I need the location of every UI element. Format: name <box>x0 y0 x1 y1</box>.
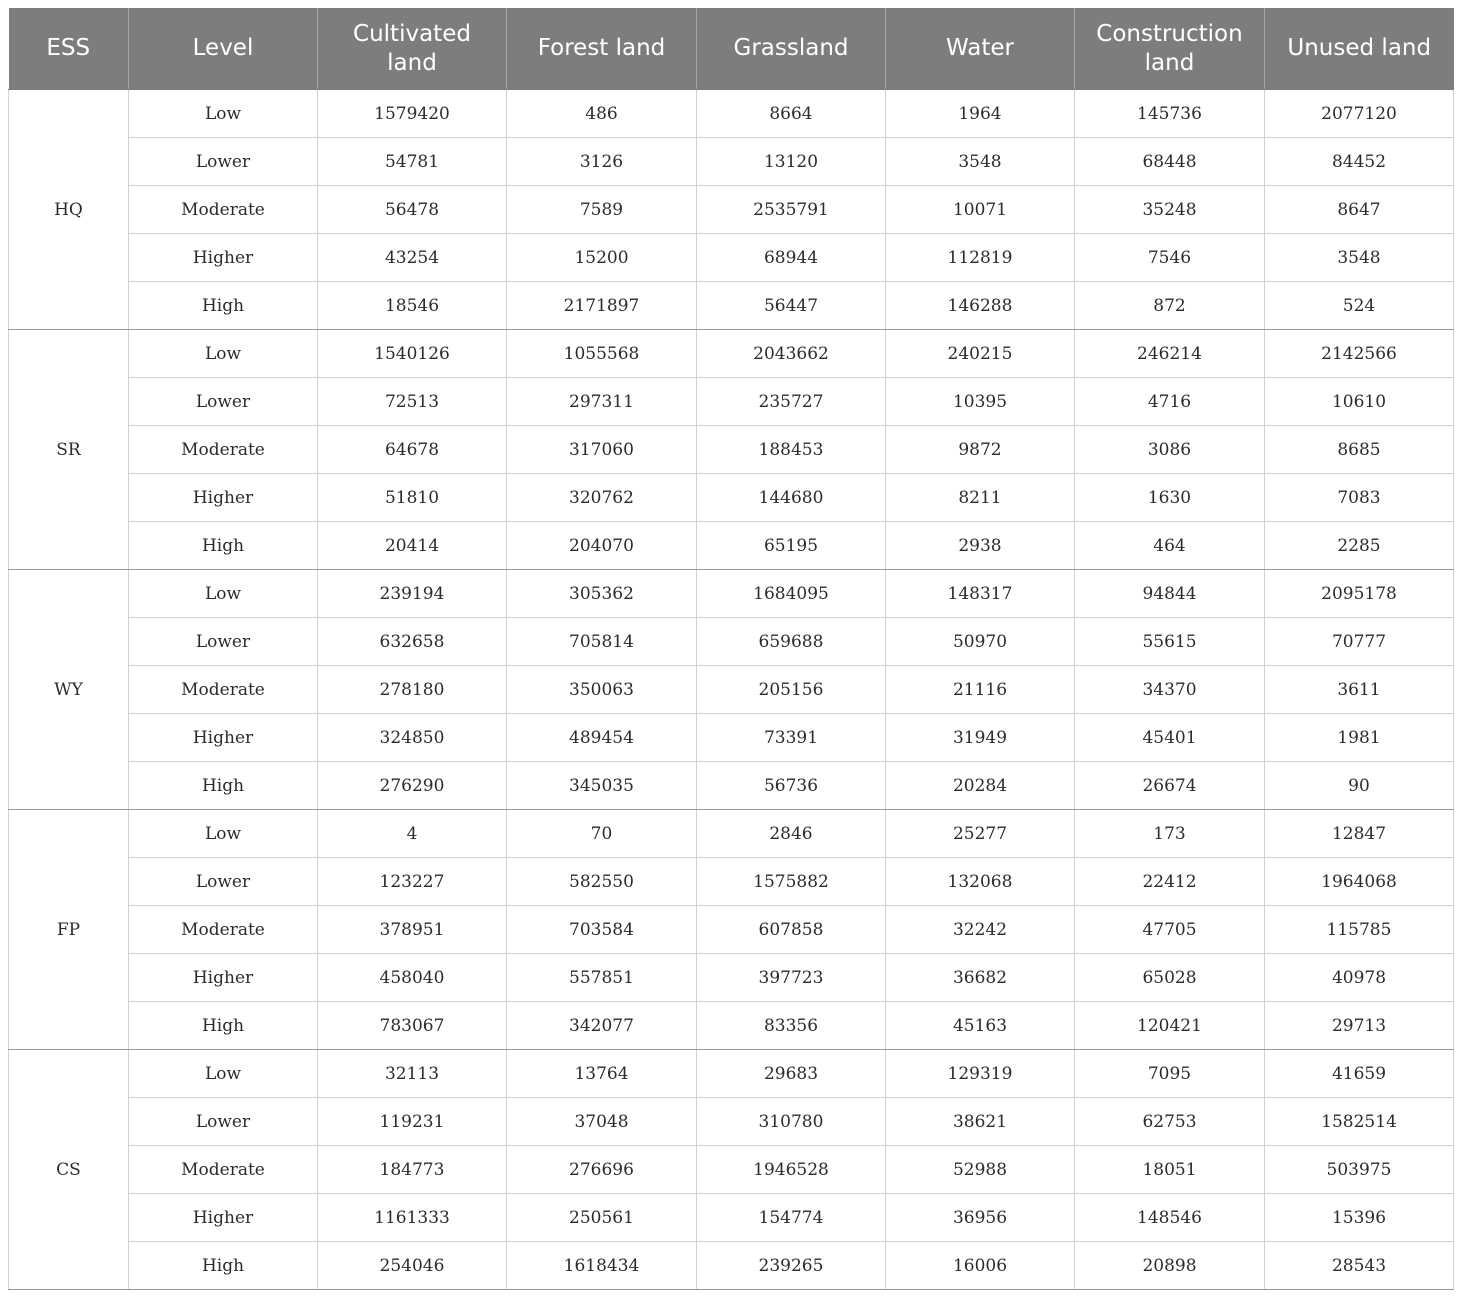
level-cell: Moderate <box>129 186 318 234</box>
value-cell-construction-land: 872 <box>1075 282 1265 330</box>
level-cell: Lower <box>129 618 318 666</box>
level-cell: High <box>129 522 318 570</box>
value-cell-unused-land: 115785 <box>1265 906 1454 954</box>
level-cell: Lower <box>129 1098 318 1146</box>
value-cell-water: 36956 <box>886 1194 1075 1242</box>
value-cell-unused-land: 1981 <box>1265 714 1454 762</box>
value-cell-water: 25277 <box>886 810 1075 858</box>
value-cell-forest-land: 486 <box>507 90 697 138</box>
value-cell-water: 10071 <box>886 186 1075 234</box>
level-cell: High <box>129 762 318 810</box>
value-cell-construction-land: 3086 <box>1075 426 1265 474</box>
table-row <box>9 762 1454 810</box>
value-cell-grassland: 83356 <box>697 1002 886 1050</box>
value-cell-construction-land: 45401 <box>1075 714 1265 762</box>
value-cell-water: 1964 <box>886 90 1075 138</box>
level-cell: Higher <box>129 234 318 282</box>
value-cell-grassland: 607858 <box>697 906 886 954</box>
value-cell-water: 50970 <box>886 618 1075 666</box>
value-cell-cultivated-land: 54781 <box>318 138 507 186</box>
level-cell: Higher <box>129 1194 318 1242</box>
value-cell-cultivated-land: 1540126 <box>318 330 507 378</box>
value-cell-unused-land: 2095178 <box>1265 570 1454 618</box>
value-cell-forest-land: 703584 <box>507 906 697 954</box>
value-cell-construction-land: 68448 <box>1075 138 1265 186</box>
value-cell-construction-land: 47705 <box>1075 906 1265 954</box>
level-cell: Low <box>129 810 318 858</box>
value-cell-forest-land: 489454 <box>507 714 697 762</box>
value-cell-unused-land: 2077120 <box>1265 90 1454 138</box>
table-body <box>9 90 1454 1290</box>
value-cell-grassland: 188453 <box>697 426 886 474</box>
value-cell-grassland: 235727 <box>697 378 886 426</box>
value-cell-grassland: 1684095 <box>697 570 886 618</box>
value-cell-forest-land: 582550 <box>507 858 697 906</box>
value-cell-forest-land: 37048 <box>507 1098 697 1146</box>
value-cell-unused-land: 3611 <box>1265 666 1454 714</box>
value-cell-construction-land: 120421 <box>1075 1002 1265 1050</box>
value-cell-unused-land: 70777 <box>1265 618 1454 666</box>
value-cell-forest-land: 705814 <box>507 618 697 666</box>
table-row <box>9 426 1454 474</box>
table-row <box>9 906 1454 954</box>
value-cell-cultivated-land: 276290 <box>318 762 507 810</box>
value-cell-forest-land: 342077 <box>507 1002 697 1050</box>
header-construction-line-2: land <box>1144 49 1195 76</box>
value-cell-water: 112819 <box>886 234 1075 282</box>
value-cell-unused-land: 1582514 <box>1265 1098 1454 1146</box>
level-cell: Moderate <box>129 666 318 714</box>
value-cell-cultivated-land: 56478 <box>318 186 507 234</box>
value-cell-cultivated-land: 32113 <box>318 1050 507 1098</box>
value-cell-grassland: 144680 <box>697 474 886 522</box>
value-cell-water: 10395 <box>886 378 1075 426</box>
value-cell-forest-land: 320762 <box>507 474 697 522</box>
table-row <box>9 378 1454 426</box>
table-row <box>9 186 1454 234</box>
value-cell-grassland: 56736 <box>697 762 886 810</box>
value-cell-grassland: 29683 <box>697 1050 886 1098</box>
value-cell-cultivated-land: 43254 <box>318 234 507 282</box>
level-cell: Higher <box>129 474 318 522</box>
value-cell-unused-land: 28543 <box>1265 1242 1454 1290</box>
header-construction-line-1: Construction <box>1096 20 1243 47</box>
value-cell-construction-land: 464 <box>1075 522 1265 570</box>
value-cell-grassland: 2535791 <box>697 186 886 234</box>
value-cell-forest-land: 350063 <box>507 666 697 714</box>
table-row <box>9 1050 1454 1098</box>
value-cell-unused-land: 3548 <box>1265 234 1454 282</box>
value-cell-unused-land: 29713 <box>1265 1002 1454 1050</box>
table-row <box>9 234 1454 282</box>
value-cell-construction-land: 94844 <box>1075 570 1265 618</box>
value-cell-unused-land: 8685 <box>1265 426 1454 474</box>
value-cell-forest-land: 276696 <box>507 1146 697 1194</box>
value-cell-cultivated-land: 51810 <box>318 474 507 522</box>
value-cell-unused-land: 15396 <box>1265 1194 1454 1242</box>
value-cell-forest-land: 1055568 <box>507 330 697 378</box>
value-cell-construction-land: 62753 <box>1075 1098 1265 1146</box>
value-cell-unused-land: 8647 <box>1265 186 1454 234</box>
value-cell-cultivated-land: 1161333 <box>318 1194 507 1242</box>
value-cell-grassland: 2043662 <box>697 330 886 378</box>
table-row <box>9 522 1454 570</box>
value-cell-cultivated-land: 1579420 <box>318 90 507 138</box>
value-cell-cultivated-land: 324850 <box>318 714 507 762</box>
level-cell: Higher <box>129 954 318 1002</box>
table-row <box>9 714 1454 762</box>
value-cell-water: 148317 <box>886 570 1075 618</box>
table-row <box>9 138 1454 186</box>
value-cell-unused-land: 2142566 <box>1265 330 1454 378</box>
value-cell-forest-land: 13764 <box>507 1050 697 1098</box>
header-cultivated-land <box>318 8 507 90</box>
value-cell-grassland: 68944 <box>697 234 886 282</box>
value-cell-cultivated-land: 20414 <box>318 522 507 570</box>
value-cell-construction-land: 20898 <box>1075 1242 1265 1290</box>
header-forest-land: Forest land <box>507 8 697 90</box>
value-cell-construction-land: 18051 <box>1075 1146 1265 1194</box>
value-cell-water: 132068 <box>886 858 1075 906</box>
value-cell-water: 146288 <box>886 282 1075 330</box>
header-row <box>9 8 1454 90</box>
level-cell: Lower <box>129 378 318 426</box>
value-cell-grassland: 659688 <box>697 618 886 666</box>
table-row <box>9 810 1454 858</box>
header-grassland: Grassland <box>697 8 886 90</box>
value-cell-water: 31949 <box>886 714 1075 762</box>
level-cell: Lower <box>129 138 318 186</box>
value-cell-water: 2938 <box>886 522 1075 570</box>
value-cell-grassland: 56447 <box>697 282 886 330</box>
value-cell-forest-land: 250561 <box>507 1194 697 1242</box>
level-cell: Low <box>129 330 318 378</box>
value-cell-unused-land: 7083 <box>1265 474 1454 522</box>
value-cell-forest-land: 7589 <box>507 186 697 234</box>
value-cell-construction-land: 22412 <box>1075 858 1265 906</box>
value-cell-water: 129319 <box>886 1050 1075 1098</box>
value-cell-unused-land: 2285 <box>1265 522 1454 570</box>
value-cell-unused-land: 84452 <box>1265 138 1454 186</box>
value-cell-construction-land: 7095 <box>1075 1050 1265 1098</box>
value-cell-grassland: 73391 <box>697 714 886 762</box>
value-cell-water: 36682 <box>886 954 1075 1002</box>
level-cell: Low <box>129 90 318 138</box>
table-row <box>9 90 1454 138</box>
header-cultivated-line-2: land <box>387 49 437 76</box>
value-cell-cultivated-land: 4 <box>318 810 507 858</box>
value-cell-unused-land: 12847 <box>1265 810 1454 858</box>
value-cell-cultivated-land: 254046 <box>318 1242 507 1290</box>
header-unused-land: Unused land <box>1265 8 1454 90</box>
header-water: Water <box>886 8 1075 90</box>
header-cultivated-line-1: Cultivated <box>353 20 471 47</box>
value-cell-construction-land: 7546 <box>1075 234 1265 282</box>
value-cell-cultivated-land: 64678 <box>318 426 507 474</box>
table-header <box>9 8 1454 90</box>
value-cell-forest-land: 70 <box>507 810 697 858</box>
value-cell-grassland: 13120 <box>697 138 886 186</box>
level-cell: High <box>129 1002 318 1050</box>
value-cell-grassland: 154774 <box>697 1194 886 1242</box>
value-cell-unused-land: 40978 <box>1265 954 1454 1002</box>
ess-cell: SR <box>9 330 129 570</box>
value-cell-cultivated-land: 18546 <box>318 282 507 330</box>
value-cell-construction-land: 65028 <box>1075 954 1265 1002</box>
value-cell-cultivated-land: 184773 <box>318 1146 507 1194</box>
value-cell-grassland: 1575882 <box>697 858 886 906</box>
level-cell: High <box>129 282 318 330</box>
value-cell-forest-land: 15200 <box>507 234 697 282</box>
value-cell-grassland: 205156 <box>697 666 886 714</box>
value-cell-construction-land: 1630 <box>1075 474 1265 522</box>
table-row <box>9 474 1454 522</box>
table-row <box>9 1194 1454 1242</box>
table-row <box>9 858 1454 906</box>
value-cell-grassland: 65195 <box>697 522 886 570</box>
value-cell-unused-land: 1964068 <box>1265 858 1454 906</box>
value-cell-construction-land: 55615 <box>1075 618 1265 666</box>
value-cell-water: 240215 <box>886 330 1075 378</box>
value-cell-grassland: 8664 <box>697 90 886 138</box>
ess-cell: HQ <box>9 90 129 330</box>
value-cell-forest-land: 345035 <box>507 762 697 810</box>
value-cell-water: 32242 <box>886 906 1075 954</box>
value-cell-forest-land: 557851 <box>507 954 697 1002</box>
value-cell-construction-land: 145736 <box>1075 90 1265 138</box>
ess-cell: FP <box>9 810 129 1050</box>
level-cell: Moderate <box>129 906 318 954</box>
value-cell-water: 21116 <box>886 666 1075 714</box>
value-cell-construction-land: 173 <box>1075 810 1265 858</box>
table-row <box>9 666 1454 714</box>
level-cell: Moderate <box>129 426 318 474</box>
value-cell-forest-land: 3126 <box>507 138 697 186</box>
table-row <box>9 618 1454 666</box>
value-cell-unused-land: 90 <box>1265 762 1454 810</box>
table-row <box>9 330 1454 378</box>
value-cell-unused-land: 10610 <box>1265 378 1454 426</box>
table-row <box>9 282 1454 330</box>
value-cell-cultivated-land: 378951 <box>318 906 507 954</box>
value-cell-grassland: 310780 <box>697 1098 886 1146</box>
value-cell-cultivated-land: 119231 <box>318 1098 507 1146</box>
value-cell-forest-land: 305362 <box>507 570 697 618</box>
value-cell-grassland: 239265 <box>697 1242 886 1290</box>
value-cell-forest-land: 317060 <box>507 426 697 474</box>
value-cell-water: 20284 <box>886 762 1075 810</box>
level-cell: Low <box>129 1050 318 1098</box>
value-cell-water: 45163 <box>886 1002 1075 1050</box>
value-cell-unused-land: 524 <box>1265 282 1454 330</box>
value-cell-cultivated-land: 239194 <box>318 570 507 618</box>
value-cell-cultivated-land: 783067 <box>318 1002 507 1050</box>
level-cell: Lower <box>129 858 318 906</box>
header-ess: ESS <box>9 8 129 90</box>
value-cell-water: 8211 <box>886 474 1075 522</box>
value-cell-unused-land: 41659 <box>1265 1050 1454 1098</box>
value-cell-construction-land: 246214 <box>1075 330 1265 378</box>
value-cell-construction-land: 34370 <box>1075 666 1265 714</box>
value-cell-grassland: 2846 <box>697 810 886 858</box>
ess-cell: WY <box>9 570 129 810</box>
value-cell-forest-land: 204070 <box>507 522 697 570</box>
table-row <box>9 954 1454 1002</box>
table-row <box>9 570 1454 618</box>
value-cell-construction-land: 35248 <box>1075 186 1265 234</box>
level-cell: Higher <box>129 714 318 762</box>
value-cell-water: 3548 <box>886 138 1075 186</box>
level-cell: High <box>129 1242 318 1290</box>
value-cell-construction-land: 148546 <box>1075 1194 1265 1242</box>
value-cell-construction-land: 26674 <box>1075 762 1265 810</box>
value-cell-cultivated-land: 278180 <box>318 666 507 714</box>
value-cell-cultivated-land: 72513 <box>318 378 507 426</box>
table-row <box>9 1242 1454 1290</box>
level-cell: Moderate <box>129 1146 318 1194</box>
value-cell-unused-land: 503975 <box>1265 1146 1454 1194</box>
value-cell-construction-land: 4716 <box>1075 378 1265 426</box>
value-cell-cultivated-land: 632658 <box>318 618 507 666</box>
header-level: Level <box>129 8 318 90</box>
value-cell-grassland: 1946528 <box>697 1146 886 1194</box>
table-row <box>9 1098 1454 1146</box>
value-cell-forest-land: 2171897 <box>507 282 697 330</box>
value-cell-forest-land: 297311 <box>507 378 697 426</box>
table-row <box>9 1146 1454 1194</box>
ess-cell: CS <box>9 1050 129 1290</box>
value-cell-cultivated-land: 123227 <box>318 858 507 906</box>
value-cell-grassland: 397723 <box>697 954 886 1002</box>
value-cell-forest-land: 1618434 <box>507 1242 697 1290</box>
table-row <box>9 1002 1454 1050</box>
data-table <box>8 8 1454 1290</box>
value-cell-water: 38621 <box>886 1098 1075 1146</box>
value-cell-water: 16006 <box>886 1242 1075 1290</box>
value-cell-water: 9872 <box>886 426 1075 474</box>
header-construction-land <box>1075 8 1265 90</box>
value-cell-cultivated-land: 458040 <box>318 954 507 1002</box>
level-cell: Low <box>129 570 318 618</box>
value-cell-water: 52988 <box>886 1146 1075 1194</box>
